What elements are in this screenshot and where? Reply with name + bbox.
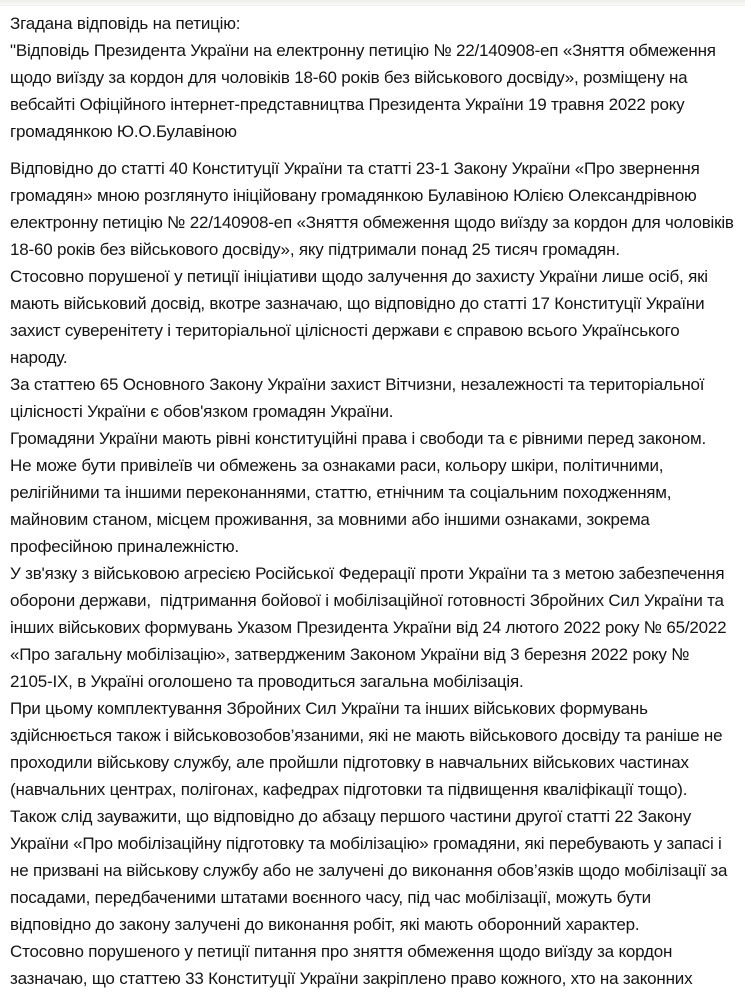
paragraph-equal-rights: Громадяни України мають рівні конституційні права і свободи та є рівними перед законом. (10, 429, 707, 448)
paragraph-intro: Згадана відповідь на петицію: (10, 14, 241, 33)
post-text-body (0, 6, 745, 992)
paragraph-initiative-article17: Стосовно порушеної у петиції ініціативи щодо залучення до захисту України лише осіб, які мають військовий досвід, вкотре зазначаю, що відповідно до статті 17 Конституції України захист суверенітету і територіальної цілісності держави є справою всього Українського народу. (10, 267, 713, 367)
paragraph-no-privileges: Не може бути привілеїв чи обмежень за ознаками раси, кольору шкіри, політичними, релігійними та іншими переконаннями, статтю, етнічним та соціальним походженням, майновим станом, місцем проживання, за мовними або іншими ознаками, зокрема професійною приналежністю. (10, 456, 676, 556)
paragraph-staffing: При цьому комплектування Збройних Сил України та інших військових формувань здійснюється також і військовозобов’язаними, які не мають військового досвіду та раніше не проходили військову службу, але пройшли підготовку в навчальних військових частинах (навчальних центрах, полігонах, кафедрах підготовки та підвищення кваліфікації тощо). (10, 699, 727, 799)
paragraph-article65: За статтею 65 Основного Закону України захист Вітчизни, незалежності та територіальної цілісності України є обов'язком громадян України. (10, 375, 709, 421)
paragraph-border-restriction: Стосовно порушеного у петиції питання про зняття обмеження щодо виїзду за кордон зазначаю, що статтею 33 Конституції України закріплено право кожного, хто на законних (10, 942, 693, 988)
paragraph-mobilization-decree: У зв'язку з військовою агресією Російської Федерації проти України та з метою забезпечення оборони держави, підтримання бойової і мобілізаційної готовності Збройних Сил України та інших військових формувань Указом Президента України від 24 лютого 2022 року № 65/2022 «Про загальну мобілізацію», затвердженим Законом України від 3 березня 2022 року № 2105-ІХ, в Україні оголошено та проводиться загальна мобілізація. (10, 564, 731, 691)
paragraph-petition-title: "Відповідь Президента України на електронну петицію № 22/140908-еп «Зняття обмеження щодо виїзду за кордон для чоловіків 18-60 років без військового досвіду», розміщену на вебсайті Офіційного інтернет-представництва Президента України 19 травня 2022 року громадянкою Ю.О.Булавіною (10, 41, 721, 141)
paragraph-law-article22: Також слід зауважити, що відповідно до абзацу першого частини другої статті 22 Закону України «Про мобілізаційну підготовку та мобілізацію» громадяни, які перебувають у запасі і не призвані на військову службу або не залучені до виконання обов’язків щодо мобілізації за посадами, передбаченими штатами воєнного часу, під час мобілізації, можуть бути відповідно до закону залучені до виконання робіт, які мають оборонний характер. (10, 807, 732, 934)
paragraph-review-statement: Відповідно до статті 40 Конституції України та статті 23-1 Закону України «Про звернення громадян» мною розглянуто ініційовану громадянкою Булавіною Юлією Олександрівною електронну петицію № 22/140908-еп «Зняття обмеження щодо виїзду за кордон для чоловіків 18-60 років без військового досвіду», яку підтримали понад 25 тисяч громадян. (10, 159, 739, 259)
